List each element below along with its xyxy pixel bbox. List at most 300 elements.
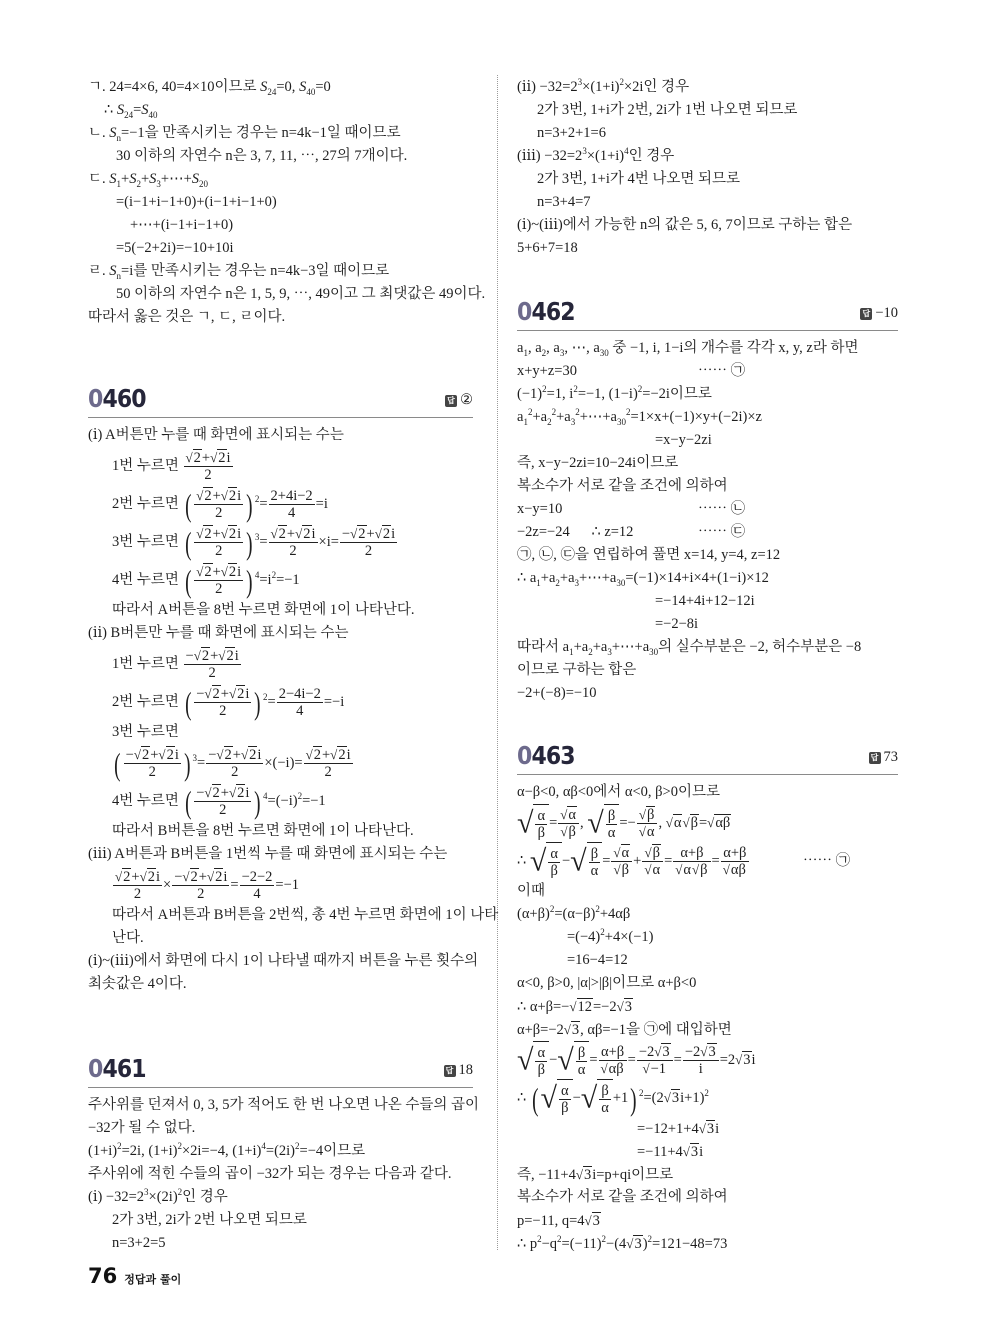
math-text: −1 bbox=[650, 1061, 667, 1078]
math-text: 3 bbox=[706, 1121, 715, 1137]
numerator bbox=[124, 747, 181, 764]
fraction bbox=[721, 845, 749, 878]
square-root bbox=[564, 1022, 580, 1038]
square-root bbox=[601, 1061, 625, 1077]
solution-line bbox=[517, 1163, 898, 1186]
parenthesized-expression bbox=[183, 684, 268, 721]
math-text: 3 bbox=[571, 1022, 580, 1038]
math-text: 2 bbox=[204, 564, 212, 581]
exponent: 3 bbox=[192, 753, 197, 764]
subscript: 24 bbox=[124, 109, 134, 120]
radical-sign: √ bbox=[196, 564, 204, 580]
fraction bbox=[589, 846, 601, 879]
solution-line bbox=[88, 904, 499, 927]
subscript: 2 bbox=[541, 347, 547, 358]
math-text: i bbox=[237, 564, 242, 581]
radical-sign: √ bbox=[682, 815, 690, 830]
math-text: =−i bbox=[323, 694, 345, 710]
subscript: 3 bbox=[570, 416, 576, 427]
solution-line bbox=[88, 782, 473, 820]
numerator bbox=[194, 686, 251, 703]
math-text: + bbox=[232, 747, 241, 764]
answer-value: 18 bbox=[458, 1062, 473, 1078]
denominator bbox=[548, 863, 560, 879]
numerator bbox=[184, 648, 241, 665]
solution-line bbox=[517, 383, 898, 406]
solution-line bbox=[517, 1018, 898, 1041]
numerator bbox=[194, 564, 243, 581]
math-text: 2 bbox=[219, 703, 227, 720]
solution-line bbox=[517, 926, 898, 949]
math-text: 2가 3번, 1+i가 4번 나오면 되므로 bbox=[537, 171, 741, 187]
variable: S bbox=[299, 79, 307, 95]
square-root bbox=[613, 845, 630, 861]
fraction bbox=[194, 526, 243, 559]
radical-sign: √ bbox=[587, 806, 604, 840]
numerator bbox=[113, 869, 162, 886]
parenthesized-expression bbox=[530, 1080, 644, 1117]
math-text: =5(−2+2i)=−10+10i bbox=[116, 240, 234, 256]
numerator bbox=[277, 686, 323, 703]
math-text: + bbox=[212, 564, 221, 581]
math-text: α bbox=[537, 1045, 546, 1062]
solution-line bbox=[88, 843, 473, 866]
radical-sign: √ bbox=[374, 526, 382, 542]
solution-line bbox=[517, 475, 898, 498]
math-text: 50 이하의 자연수 n은 1, 5, 9, ⋯, 49이고 그 최댓값은 49이다. bbox=[116, 286, 486, 302]
math-text: 이므로 구하는 합은 bbox=[517, 662, 637, 678]
radical-sign: √ bbox=[228, 785, 237, 801]
solution-line bbox=[88, 561, 473, 599]
solution-line bbox=[517, 360, 898, 383]
fraction bbox=[269, 526, 318, 559]
square-root bbox=[182, 869, 198, 885]
math-text: i bbox=[698, 1061, 703, 1078]
solution-line bbox=[88, 1094, 480, 1117]
solution-line bbox=[88, 744, 473, 782]
square-root bbox=[723, 862, 747, 878]
math-text: 따라서 A버튼을 8번 누르면 화면에 1이 나타난다. bbox=[112, 602, 415, 618]
fraction bbox=[559, 1083, 571, 1116]
math-text: 인 경우 bbox=[182, 1189, 228, 1205]
radicand bbox=[597, 1079, 613, 1118]
math-text: α bbox=[560, 1083, 569, 1100]
math-text: 중 −1, i, 1−i의 개수를 각각 x, y, z라 하면 bbox=[608, 340, 859, 356]
solution-line bbox=[88, 683, 473, 721]
math-text: 2번 누르면 bbox=[112, 496, 183, 512]
radicand bbox=[313, 746, 322, 763]
radical-sign: √ bbox=[196, 488, 204, 504]
square-root bbox=[664, 1090, 680, 1106]
math-text: 2−4i−2 bbox=[278, 686, 321, 703]
equation-label: ⋯⋯ ㉡ bbox=[698, 501, 746, 517]
math-text: i=p+qi이므로 bbox=[592, 1167, 674, 1183]
right-paren: ) bbox=[246, 562, 253, 599]
square-root bbox=[207, 869, 223, 885]
solution-line bbox=[88, 866, 473, 904]
radical-sign: √ bbox=[638, 824, 646, 840]
radical-sign: √ bbox=[584, 1213, 592, 1228]
math-text: ∴ bbox=[517, 1090, 530, 1106]
math-text: 2 bbox=[193, 450, 201, 467]
radical-sign: √ bbox=[204, 686, 212, 702]
square-root bbox=[517, 1043, 549, 1079]
math-text: 2 bbox=[224, 747, 232, 764]
solution-line bbox=[88, 645, 473, 683]
fraction bbox=[606, 808, 618, 841]
radical-sign: √ bbox=[220, 564, 228, 580]
continued-solution-right bbox=[517, 76, 898, 260]
math-text: 3 bbox=[592, 1213, 600, 1229]
math-text: α<0, β>0, |α|>|β|이므로 α+β<0 bbox=[517, 975, 697, 991]
answer-value: 73 bbox=[883, 749, 898, 765]
math-text: =−2−8i bbox=[655, 616, 699, 632]
parenthesized-expression bbox=[183, 562, 260, 599]
square-root bbox=[271, 526, 287, 542]
radical-sign: √ bbox=[560, 807, 568, 823]
radical-sign: √ bbox=[557, 1043, 574, 1077]
subscript: 1 bbox=[523, 347, 528, 358]
square-root bbox=[218, 648, 234, 664]
solution-line bbox=[88, 260, 473, 283]
math-text: =(2i) bbox=[265, 1143, 296, 1159]
answer bbox=[444, 1062, 474, 1079]
subscript: 3 bbox=[156, 178, 161, 189]
right-paren: ) bbox=[246, 486, 253, 523]
math-text: − bbox=[196, 686, 205, 703]
math-text: α bbox=[601, 1100, 609, 1117]
solution-line bbox=[517, 1079, 898, 1117]
math-text: ㉠, ㉡, ㉢을 연립하여 풀면 x=14, y=4, z=12 bbox=[517, 547, 781, 563]
solution-line bbox=[517, 567, 898, 590]
superscript: 2 bbox=[575, 407, 580, 418]
square-root bbox=[666, 815, 683, 831]
problem-0461 bbox=[88, 1052, 480, 1255]
radical-sign: √ bbox=[642, 1061, 650, 1077]
math-text: ×(1+i) bbox=[586, 148, 625, 164]
numerator bbox=[642, 845, 663, 862]
math-text: +4αβ bbox=[599, 906, 631, 922]
math-text: =i bbox=[315, 496, 328, 512]
math-text: 2가 3번, 1+i가 2번, 2i가 1번 나오면 되므로 bbox=[537, 102, 798, 118]
solution-line bbox=[517, 1209, 898, 1232]
math-text: + bbox=[198, 869, 207, 886]
solution-line bbox=[517, 337, 898, 360]
subscript: 2 bbox=[555, 577, 560, 588]
solution-lines bbox=[517, 76, 898, 260]
math-text: =(i−1+i−1+0)+(i−1+i−1+0) bbox=[116, 194, 277, 210]
math-text: 3번 누르면 bbox=[112, 724, 179, 740]
radicand bbox=[567, 806, 577, 823]
math-text: αβ bbox=[608, 1061, 624, 1078]
solution-line bbox=[88, 721, 473, 744]
superscript: 2 bbox=[117, 1141, 122, 1152]
solution-line bbox=[88, 191, 473, 214]
radical-sign: √ bbox=[182, 869, 190, 885]
radical-sign: √ bbox=[654, 1044, 662, 1060]
math-text: 3 bbox=[583, 1167, 592, 1183]
radical-sign: √ bbox=[196, 526, 204, 542]
solution-line bbox=[88, 99, 473, 122]
radicand bbox=[224, 746, 233, 763]
square-root bbox=[587, 806, 619, 842]
math-text: 3 bbox=[662, 1044, 670, 1061]
radicand bbox=[650, 1060, 667, 1077]
math-text: β bbox=[577, 1045, 586, 1062]
math-text: − bbox=[174, 869, 183, 886]
radical-sign: √ bbox=[305, 747, 313, 763]
square-root bbox=[707, 815, 731, 831]
math-text: 2+4i−2 bbox=[270, 488, 313, 505]
math-text: = bbox=[711, 853, 720, 869]
solution-line bbox=[88, 599, 473, 622]
math-text: −2z=−24 ∴ z=12 bbox=[517, 524, 634, 540]
square-root bbox=[210, 450, 226, 466]
math-text: α bbox=[568, 807, 577, 824]
exponent: 4 bbox=[263, 791, 268, 802]
numerator bbox=[535, 1045, 547, 1062]
math-text: =16−4=12 bbox=[567, 952, 628, 968]
radical-sign: √ bbox=[218, 648, 226, 664]
math-text: = bbox=[230, 877, 239, 893]
radicand bbox=[730, 861, 747, 878]
square-root bbox=[194, 648, 210, 664]
math-text: + bbox=[321, 747, 331, 764]
math-text: =−1 bbox=[275, 877, 300, 893]
math-text: + bbox=[150, 747, 159, 764]
solution-line bbox=[517, 949, 898, 972]
square-root bbox=[617, 999, 633, 1015]
equation-label: ⋯⋯ ㉠ bbox=[698, 363, 746, 379]
math-text: 2 bbox=[228, 564, 237, 581]
radical-sign: √ bbox=[330, 747, 338, 763]
math-text: i bbox=[155, 869, 160, 886]
subscript: 3 bbox=[607, 646, 612, 657]
left-paren: ( bbox=[184, 524, 192, 561]
radicand bbox=[604, 804, 620, 843]
solution-line bbox=[88, 76, 473, 99]
math-text: i bbox=[391, 526, 396, 543]
math-text: , bbox=[580, 815, 588, 831]
math-text: α+β bbox=[680, 845, 704, 862]
radical-sign: √ bbox=[350, 526, 358, 542]
math-text: i bbox=[237, 488, 242, 505]
denominator bbox=[184, 467, 233, 483]
radical-sign: √ bbox=[204, 785, 212, 801]
radicand bbox=[577, 998, 594, 1015]
math-text: (ⅲ) −32=2 bbox=[517, 148, 583, 164]
math-text: = bbox=[267, 694, 276, 710]
math-text: 의 실수부분은 −2, 허수부분은 −8 bbox=[658, 639, 862, 655]
square-root bbox=[140, 869, 156, 885]
superscript: 2 bbox=[549, 904, 555, 915]
math-text: +4×(−1) bbox=[604, 929, 654, 945]
math-text: (ⅱ) −32=2 bbox=[517, 79, 578, 95]
solution-lines bbox=[88, 424, 499, 996]
math-text: 2 bbox=[197, 886, 205, 903]
superscript: 2 bbox=[557, 1234, 562, 1245]
radical-sign: √ bbox=[682, 1144, 690, 1159]
numerator bbox=[683, 1044, 719, 1061]
square-root bbox=[540, 1081, 573, 1117]
exponent: 4 bbox=[254, 570, 260, 581]
equation-label: ⋯⋯ ㉢ bbox=[698, 524, 746, 540]
left-paren: ( bbox=[184, 684, 192, 721]
math-text: 복소수가 서로 같을 조건에 의하여 bbox=[517, 478, 728, 494]
numerator bbox=[589, 846, 601, 863]
math-text: =−2i이므로 bbox=[642, 386, 712, 402]
math-text: , a bbox=[527, 340, 542, 356]
denominator bbox=[194, 703, 251, 719]
math-text: −2 bbox=[638, 1044, 655, 1061]
denominator bbox=[558, 824, 579, 840]
math-text: (ⅱ) B버튼만 누를 때 화면에 표시되는 수는 bbox=[88, 625, 349, 641]
math-text: 1번 누르면 bbox=[112, 656, 183, 672]
superscript: 2 bbox=[271, 570, 277, 581]
radical-sign: √ bbox=[216, 747, 224, 763]
fraction bbox=[194, 488, 243, 521]
math-text: 2 bbox=[141, 747, 150, 764]
math-text: 주사위를 던져서 0, 3, 5가 적어도 한 번 나오면 나온 수들의 곱이 bbox=[88, 1097, 480, 1113]
square-root bbox=[639, 824, 656, 840]
square-root bbox=[626, 1236, 642, 1252]
math-text: 2 bbox=[133, 886, 142, 903]
superscript: 2 bbox=[595, 904, 600, 915]
square-root bbox=[576, 1167, 592, 1183]
parenthesized-expression bbox=[183, 783, 268, 820]
radical-sign: √ bbox=[692, 862, 700, 878]
superscript: 2 bbox=[297, 791, 303, 802]
math-text: 2 bbox=[289, 543, 297, 560]
math-text: 인 경우 bbox=[628, 148, 675, 164]
square-root bbox=[560, 807, 577, 823]
radicand bbox=[608, 1060, 625, 1077]
math-text: i bbox=[223, 869, 228, 886]
square-root bbox=[699, 1121, 715, 1137]
math-text: +a bbox=[556, 409, 571, 425]
math-text: 3 bbox=[671, 1090, 680, 1106]
denominator bbox=[721, 862, 749, 878]
math-text: β bbox=[700, 862, 708, 879]
solution-line bbox=[88, 447, 473, 485]
numerator bbox=[535, 808, 547, 825]
exponent: 3 bbox=[254, 532, 260, 543]
radical-sign: √ bbox=[139, 869, 147, 885]
problem-header bbox=[517, 295, 898, 331]
radicand bbox=[533, 804, 549, 843]
math-text: 1번 누르면 bbox=[112, 458, 183, 474]
math-text: α bbox=[577, 1062, 586, 1079]
radicand bbox=[122, 868, 131, 885]
denominator bbox=[589, 863, 601, 879]
math-text: −2−2 bbox=[241, 869, 273, 886]
radicand bbox=[278, 525, 287, 542]
solution-line bbox=[517, 1041, 898, 1079]
math-text: =(−11) bbox=[561, 1236, 602, 1252]
math-text: β bbox=[607, 808, 616, 825]
radical-sign: √ bbox=[517, 1043, 534, 1077]
radical-sign: √ bbox=[638, 807, 646, 823]
superscript: 2 bbox=[601, 1234, 607, 1245]
radicand bbox=[652, 844, 661, 861]
square-root bbox=[569, 999, 593, 1015]
radical-sign: √ bbox=[210, 450, 218, 466]
radical-sign: √ bbox=[158, 747, 166, 763]
superscript: 2 bbox=[527, 407, 533, 418]
subscript: 40 bbox=[306, 86, 316, 97]
subscript: 3 bbox=[559, 347, 565, 358]
math-text: + bbox=[220, 686, 229, 703]
superscript: 2 bbox=[704, 1088, 709, 1099]
math-text: = bbox=[698, 815, 708, 831]
fraction bbox=[340, 526, 397, 559]
radical-sign: √ bbox=[560, 824, 568, 840]
solution-line bbox=[88, 1117, 473, 1140]
numerator bbox=[558, 807, 579, 824]
fraction bbox=[206, 747, 263, 780]
numerator bbox=[269, 488, 315, 505]
fraction bbox=[683, 1044, 719, 1077]
radical-sign: √ bbox=[228, 686, 237, 702]
radicand bbox=[624, 998, 633, 1015]
numerator bbox=[304, 747, 353, 764]
radicand bbox=[568, 823, 577, 840]
radical-sign: √ bbox=[600, 1061, 608, 1077]
math-text: x−y=10 bbox=[517, 501, 563, 517]
math-text: + bbox=[212, 526, 221, 543]
math-text: −2+(−8)=−10 bbox=[517, 685, 597, 701]
radical-sign: √ bbox=[220, 526, 228, 542]
fraction bbox=[535, 1045, 547, 1078]
answer bbox=[860, 305, 898, 322]
solution-line bbox=[517, 1232, 898, 1255]
superscript: 2 bbox=[619, 77, 624, 88]
math-text: 따라서 B버튼을 8번 누르면 화면에 1이 나타난다. bbox=[112, 823, 414, 839]
math-text: = bbox=[664, 853, 673, 869]
math-text: =−1, (1−i) bbox=[577, 386, 638, 402]
solution-line bbox=[88, 927, 473, 950]
square-root bbox=[375, 526, 391, 542]
math-text: 2 bbox=[215, 581, 223, 598]
fraction bbox=[599, 1044, 627, 1077]
math-text: + bbox=[210, 648, 219, 665]
problem-header bbox=[517, 739, 898, 775]
answer bbox=[869, 749, 899, 766]
radicand bbox=[633, 1235, 642, 1252]
radical-sign: √ bbox=[569, 999, 577, 1014]
math-text: 즉, −11+4 bbox=[517, 1167, 576, 1183]
numerator bbox=[206, 747, 263, 764]
radicand bbox=[699, 861, 708, 878]
numerator bbox=[240, 869, 275, 886]
math-text: 2 bbox=[226, 648, 234, 665]
radical-sign: √ bbox=[270, 526, 278, 542]
fraction bbox=[184, 648, 241, 681]
fraction bbox=[184, 450, 233, 483]
math-text: α bbox=[590, 863, 599, 880]
radical-sign: √ bbox=[613, 845, 621, 861]
math-text: 2 bbox=[204, 526, 212, 543]
math-text: β bbox=[646, 807, 655, 824]
parenthesized-expression bbox=[112, 745, 197, 782]
denominator bbox=[269, 505, 315, 521]
math-text: 2 bbox=[237, 785, 245, 802]
math-text: i bbox=[311, 526, 316, 543]
math-text: 난다. bbox=[112, 930, 144, 946]
math-text: 2 bbox=[148, 764, 156, 781]
square-root bbox=[196, 526, 212, 542]
solution-line bbox=[88, 145, 473, 168]
